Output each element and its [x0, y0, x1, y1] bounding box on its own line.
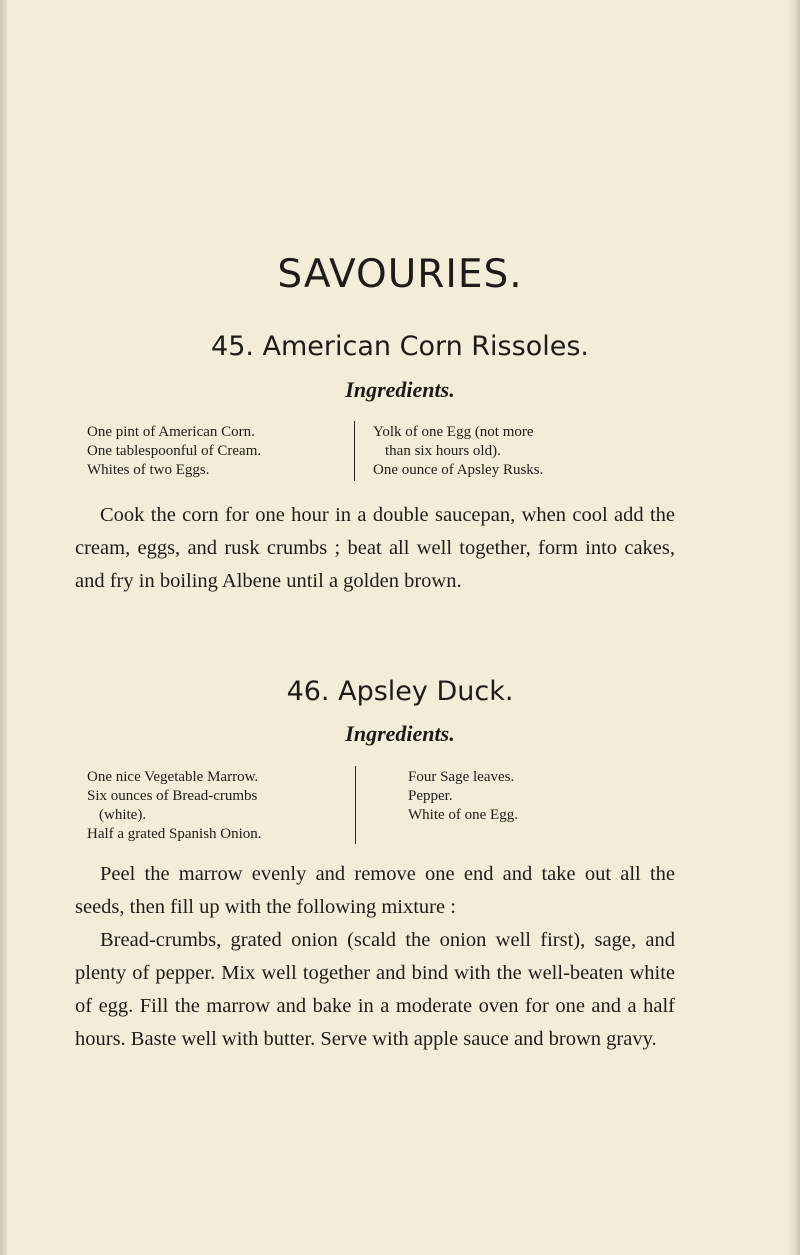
recipe-method: [75, 499, 675, 598]
ingredient-item: Pepper.: [408, 788, 453, 804]
ingredient-item: White of one Egg.: [408, 807, 518, 823]
ingredients-list-right: [408, 768, 518, 825]
ingredient-item: One tablespoonful of Cream.: [87, 443, 262, 459]
page-left-edge: [0, 0, 7, 1255]
ingredients-heading: Ingredients.: [345, 377, 455, 402]
ingredients-heading: Ingredients.: [345, 721, 455, 746]
method-paragraph: Peel the marrow evenly and remove one end and take out all the seeds, then fill up with the following mixture :: [75, 863, 675, 918]
ingredient-item: Four Sage leaves.: [408, 769, 515, 785]
ingredients-list-left: [87, 423, 261, 480]
page-title: SAVOURIES.: [277, 252, 523, 297]
method-paragraph: Cook the corn for one hour in a double saucepan, when cool add the cream, eggs, and rusk crumbs ; beat all well together, form into cakes, and fry in boiling Albene until a golden brown.: [75, 504, 675, 592]
ingredients-divider: [355, 766, 356, 844]
ingredient-item: One pint of American Corn.: [87, 424, 255, 440]
ingredient-item: One ounce of Apsley Rusks.: [373, 462, 544, 478]
recipe-title: 46. Apsley Duck.: [286, 676, 514, 707]
ingredient-item: Whites of two Eggs.: [87, 462, 210, 478]
recipe-title: 45. American Corn Rissoles.: [211, 331, 589, 362]
ingredient-item: Yolk of one Egg (not more: [373, 424, 534, 440]
ingredients-list-right: [373, 423, 543, 480]
recipe-method: [75, 858, 675, 1056]
ingredients-divider: [354, 421, 355, 481]
ingredient-item: One nice Vegetable Marrow.: [87, 769, 259, 785]
ingredient-item: Six ounces of Bread-crumbs: [87, 788, 258, 804]
ingredient-item: Half a grated Spanish Onion.: [87, 826, 262, 842]
ingredient-item: than six hours old).: [385, 443, 501, 459]
ingredient-item: (white).: [99, 807, 147, 823]
ingredients-list-left: [87, 768, 262, 844]
method-paragraph: Bread-crumbs, grated onion (scald the onion well first), sage, and plenty of pepper. Mix well together and bind with the well-beaten white of egg. Fill the marrow and bake in a moderate oven for one and a half hours. Baste well with butter. Serve with apple sauce and brown gravy.: [75, 929, 675, 1050]
page-right-edge: [788, 0, 800, 1255]
